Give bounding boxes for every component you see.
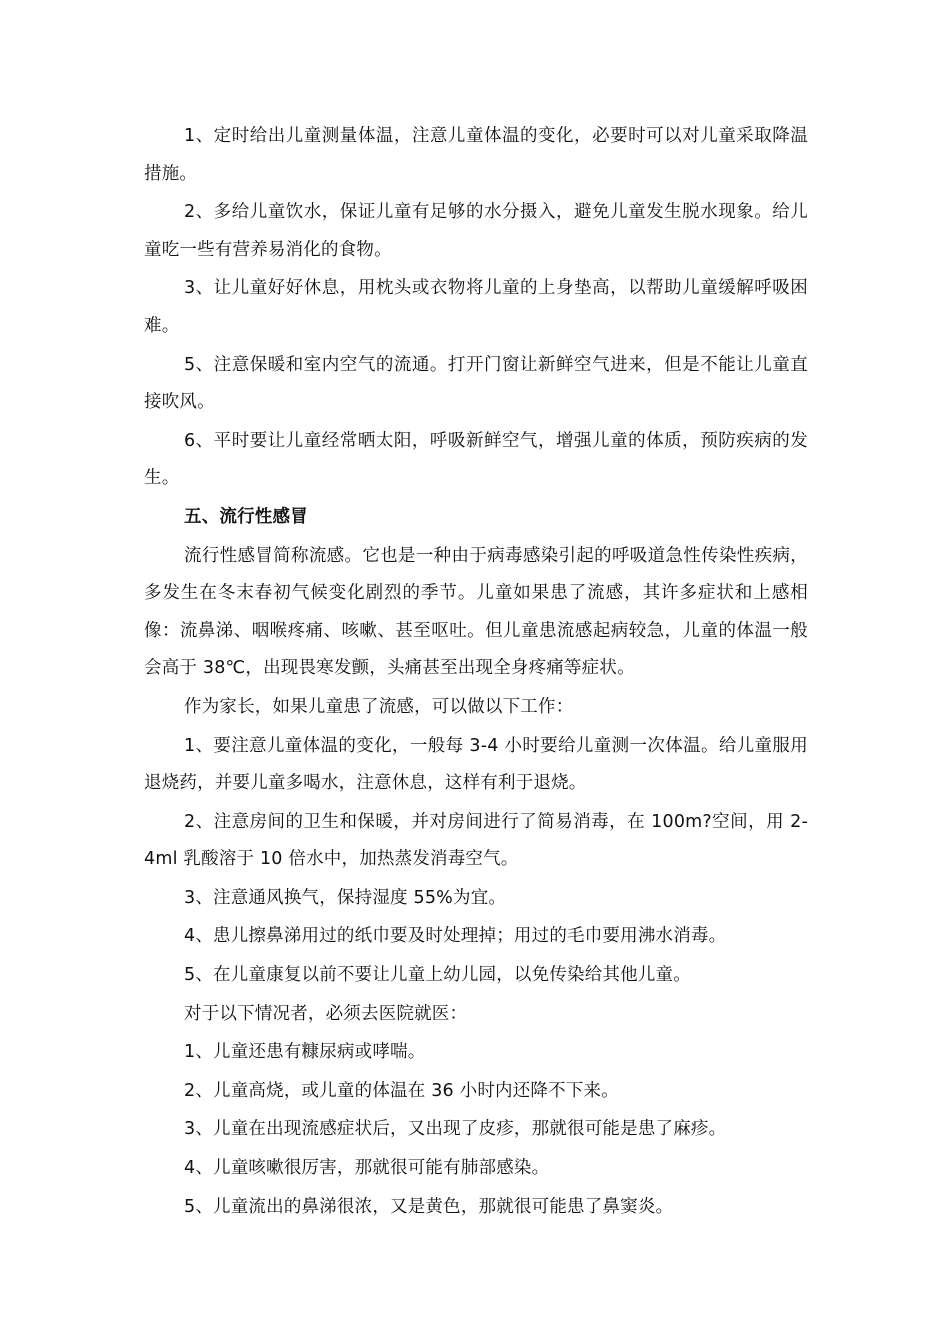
paragraph-rest: 3、让儿童好好休息，用枕头或衣物将儿童的上身垫高，以帮助儿童缓解呼吸困难。: [144, 278, 808, 336]
paragraph-high-fever: 2、儿童高烧，或儿童的体温在 36 小时内还降不下来。: [184, 1080, 619, 1101]
paragraph-sinusitis: 5、儿童流出的鼻涕很浓，又是黄色，那就很可能患了鼻窦炎。: [184, 1196, 674, 1217]
paragraph-drink-water: 2、多给儿童饮水，保证儿童有足够的水分摄入，避免儿童发生脱水现象。给儿童吃一些有营养易消化的食物。: [144, 202, 808, 260]
paragraph-influenza-intro: 流行性感冒简称流感。它也是一种由于病毒感染引起的呼吸道急性传染性疾病，多发生在冬末春初气候变化剧烈的季节。儿童如果患了流感，其许多症状和上感相像：流鼻涕、咽喉疼痛、咳嗽、甚至呕吐。但儿童患流感起病较急，儿童的体温一般会高于 38℃，出现畏寒发颤，头痛甚至出现全身疼痛等症状。: [144, 545, 808, 679]
paragraph-hospital-intro: 对于以下情况者，必须去医院就医：: [184, 1003, 468, 1024]
paragraph-tissue-disposal: 4、患儿擦鼻涕用过的纸巾要及时处理掉；用过的毛巾要用沸水消毒。: [184, 926, 727, 947]
paragraph-temperature-check: 1、要注意儿童体温的变化，一般每 3-4 小时要给儿童测一次体温。给儿童服用退烧药，并要儿童多喝水，注意休息，这样有利于退烧。: [144, 735, 808, 794]
document-page: [144, 118, 808, 1227]
paragraph-diabetes-asthma: 1、儿童还患有糠尿病或哮喘。: [184, 1042, 426, 1063]
paragraph-room-disinfection: 2、注意房间的卫生和保暖，并对房间进行了简易消毒，在 100m?空间，用 2-4ml 乳酸溶于 10 倍水中，加热蒸发消毒空气。: [144, 811, 808, 870]
paragraph-kindergarten: 5、在儿童康复以前不要让儿童上幼儿园，以免传染给其他儿童。: [184, 965, 691, 986]
paragraph-parent-guidance: 作为家长，如果儿童患了流感，可以做以下工作：: [184, 696, 574, 717]
paragraph-fever-measure: 1、定时给出儿童测量体温，注意儿童体温的变化，必要时可以对儿童采取降温措施。: [144, 126, 808, 184]
paragraph-rash: 3、儿童在出现流感症状后，又出现了皮疹，那就很可能是患了麻疹。: [184, 1119, 727, 1140]
paragraph-humidity: 3、注意通风换气，保持湿度 55%为宜。: [184, 887, 507, 908]
paragraph-sunlight: 6、平时要让儿童经常晒太阳，呼吸新鲜空气，增强儿童的体质，预防疾病的发生。: [144, 430, 808, 489]
section-heading-influenza: 五、流行性感冒: [184, 506, 308, 527]
paragraph-cough: 4、儿童咳嗽很厉害，那就很可能有肺部感染。: [184, 1158, 550, 1179]
paragraph-ventilation: 5、注意保暖和室内空气的流通。打开门窗让新鲜空气进来，但是不能让儿童直接吹风。: [144, 354, 808, 413]
